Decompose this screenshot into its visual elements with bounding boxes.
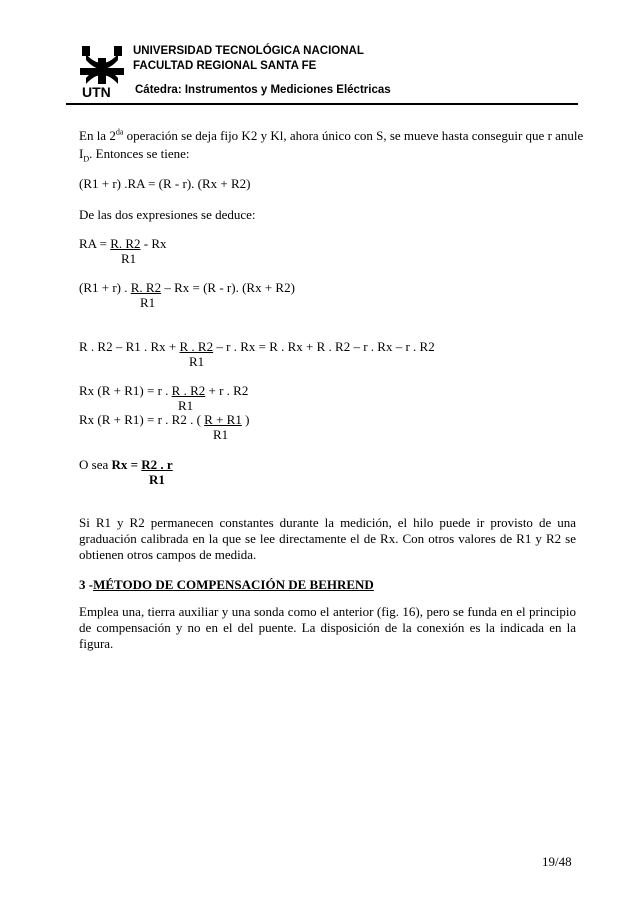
equation-6: Rx (R + R1) = r . R2 . ( R + R1 ) <box>79 412 250 427</box>
paragraph-3: Si R1 y R2 permanecen constantes durante la medición, el hilo puede ir provisto de una graduación calibrada en la que se lee directamente el de Rx. Con otros valores de R1 y R2 se obtienen otros campos de medida. <box>79 515 576 562</box>
university-name: UNIVERSIDAD TECNOLÓGICA NACIONAL <box>133 45 364 57</box>
utn-logo <box>76 44 128 102</box>
section-heading: 3 -MÉTODO DE COMPENSACIÓN DE BEHREND <box>79 577 374 592</box>
equation-5: Rx (R + R1) = r . R . R2 + r . R2 <box>79 383 249 398</box>
chair-name: Cátedra: Instrumentos y Mediciones Eléctricas <box>135 84 391 96</box>
equation-6-denominator: R1 <box>213 427 229 442</box>
equation-5-denominator: R1 <box>178 398 194 413</box>
equation-2-denominator: R1 <box>121 251 137 266</box>
equation-7-denominator: R1 <box>149 472 165 487</box>
paragraph-2: De las dos expresiones se deduce: <box>79 207 256 222</box>
equation-3: (R1 + r) . R. R2 – Rx = (R - r). (Rx + R2) <box>79 280 295 295</box>
equation-1: (R1 + r) .RA = (R - r). (Rx + R2) <box>79 176 251 191</box>
header-rule <box>66 103 578 105</box>
equation-4: R . R2 – R1 . Rx + R . R2 – r . Rx = R . Rx + R . R2 – r . Rx – r . R2 <box>79 339 435 354</box>
faculty-name: FACULTAD REGIONAL SANTA FE <box>133 60 317 72</box>
page-number: 19/48 <box>542 854 572 869</box>
paragraph-1-line-2: $I_D$. Entonces se tiene: <box>79 146 190 164</box>
equation-7: O sea Rx = R2 . r <box>79 457 173 472</box>
equation-2: RA = R. R2 - Rx <box>79 236 167 251</box>
equation-4-denominator: R1 <box>189 354 205 369</box>
paragraph-4: Emplea una, tierra auxiliar y una sonda como el anterior (fig. 16), pero se funda en el principio de compensación y no en el del puente. La disposición de la conexión es la indicada en la figura. <box>79 604 576 651</box>
paragraph-1-line-1: En la $2^{da}$ operación se deja fijo K2 y Kl, ahora único con S, se mueve hasta conseguir que r anule <box>79 127 584 143</box>
equation-3-denominator: R1 <box>140 295 156 310</box>
logo-text: UTN <box>82 84 111 100</box>
